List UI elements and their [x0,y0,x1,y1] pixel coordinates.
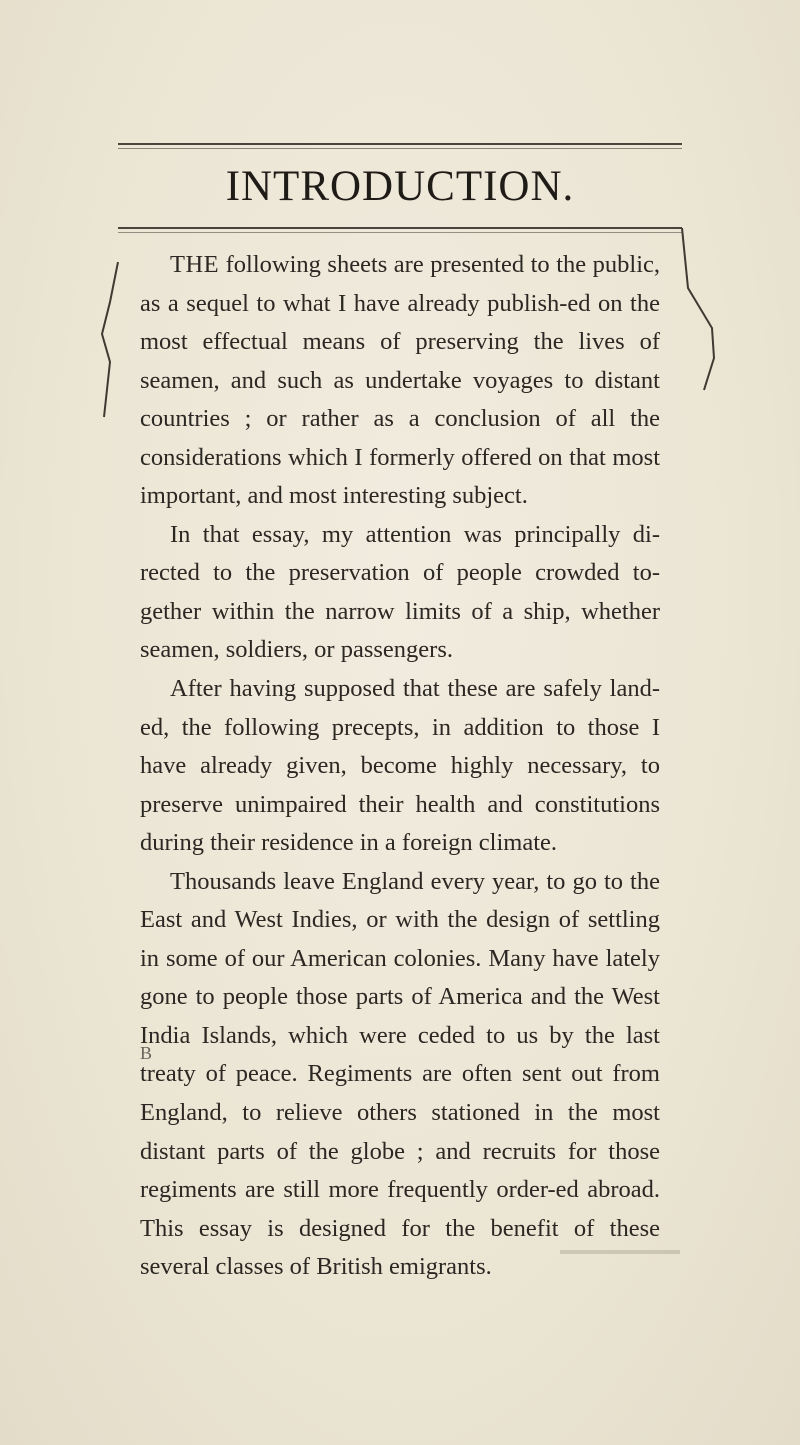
paragraph-4: Thousands leave England every year, to go to the East and West Indies, or with the design of settling in some of our American colonies. Many have lately gone to people those parts of America and the West India Islands, which were ceded to us by the last treaty of peace. Regiments are often sent out from England, to relieve others stationed in the most distant parts of the globe ; and recruits for those regiments are still more frequently order-ed abroad. This essay is designed for the benefit of these several classes of British emigrants. [140,867,660,1281]
top-rule-thin [118,148,682,149]
bottom-rule [118,227,682,229]
paragraph-lead-word: THE [170,251,220,278]
signature-mark: B [140,1043,153,1063]
top-rule [118,143,682,145]
left-bracket-mark [96,262,126,422]
paragraph-2: In that essay, my attention was principally di-rected to the preservation of people crowded to-gether within the narrow limits of a ship, whether seamen, soldiers, or passengers. [140,520,660,664]
body-text [140,246,660,1287]
page-stain [560,1250,680,1254]
paragraph-text: following sheets are presented to the public, as a sequel to what I have already publish-ed on the most effectual means of preserving the lives of seamen, and such as undertake voyages to distant countries ; or rather as a conclusion of all the considerations which I formerly offered on that most important, and most interesting subject. [140,251,660,510]
bottom-rule-thin [118,232,682,233]
page-title: INTRODUCTION. [225,163,575,210]
paragraph-1 [140,246,660,516]
paragraph-3: After having supposed that these are safely land-ed, the following precepts, in addition to those I have already given, become highly necessary, to preserve unimpaired their health and constitutions during their residence in a foreign climate. [140,675,660,857]
right-bracket-mark [676,228,726,398]
